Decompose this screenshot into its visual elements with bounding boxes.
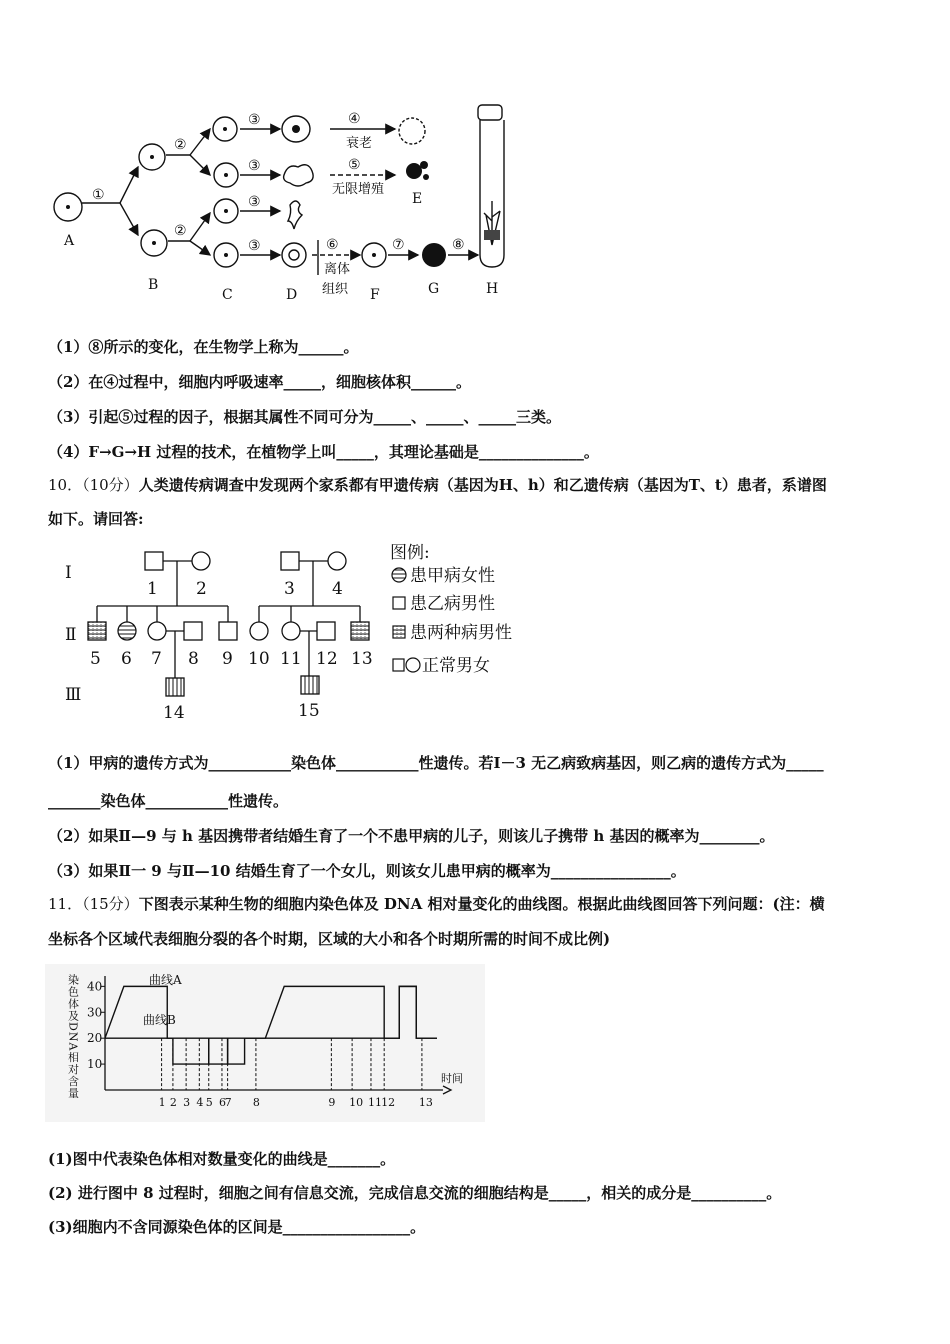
- step-label: ③: [248, 194, 261, 210]
- step-label: ①: [92, 187, 105, 203]
- y-tick-label: 10: [87, 1057, 103, 1072]
- q11-part2: (2) 进行图中 8 过程时，细胞之间有信息交流，完成信息交流的细胞结构是_____，相关的成分是__________。: [48, 1184, 782, 1202]
- question-number: 11．（15分）: [48, 895, 139, 913]
- node-label: H: [486, 281, 499, 297]
- q11-part3: (3)细胞内不含同源染色体的区间是_________________。: [48, 1218, 426, 1236]
- step-label: ⑤: [348, 157, 361, 173]
- legend-item: 患两种病男性: [410, 623, 512, 643]
- individual-label: 12: [316, 649, 338, 669]
- legend-item: 患乙病男性: [410, 594, 495, 614]
- series-label: 曲线A: [149, 973, 182, 987]
- individual-label: 13: [351, 649, 373, 669]
- x-tick-label: 10: [349, 1096, 364, 1109]
- individual-label: 4: [332, 579, 343, 599]
- individual-label: 11: [280, 649, 302, 669]
- node-label: F: [370, 287, 380, 303]
- individual-label: 7: [151, 649, 162, 669]
- step-label: ⑧: [452, 237, 465, 253]
- step-label: ⑥: [326, 237, 339, 253]
- legend-item: 患甲病女性: [410, 566, 495, 586]
- node-label: A: [64, 233, 75, 249]
- x-tick-label: 6: [218, 1096, 226, 1109]
- individual-label: 1: [147, 579, 158, 599]
- q10-part1-cont: _______染色体___________性遗传。: [48, 792, 289, 810]
- step-label: ③: [248, 238, 261, 254]
- x-tick-label: 7: [224, 1096, 232, 1109]
- q10-part2: （2）如果Ⅱ—9 与 h 基因携带者结婚生育了一个不患甲病的儿子，则该儿子携带 h 基因的概率为________。: [48, 827, 775, 845]
- x-tick-label: 3: [183, 1096, 191, 1109]
- individual-label: 5: [90, 649, 101, 669]
- node-label: E: [412, 191, 423, 207]
- series-label: 曲线B: [143, 1013, 176, 1027]
- individual-label: 6: [121, 649, 132, 669]
- step-label: ②: [174, 223, 187, 239]
- x-tick-label: 11: [367, 1096, 382, 1109]
- arrow-label: 组织: [322, 282, 349, 297]
- q9-part4: （4）F→G→H 过程的技术，在植物学上叫_____，其理论基础是______________。: [48, 443, 599, 461]
- x-tick-label: 12: [381, 1096, 396, 1109]
- y-tick-label: 40: [87, 979, 103, 994]
- node-label: D: [286, 287, 298, 303]
- y-tick-label: 30: [87, 1005, 103, 1020]
- q11-stem-text: 下图表示某种生物的细胞内染色体及 DNA 相对量变化的曲线图。根据此曲线图回答下列问题：(注：横: [138, 895, 825, 913]
- step-label: ④: [348, 111, 361, 127]
- x-tick-label: 5: [205, 1096, 213, 1109]
- generation-label: Ⅱ: [65, 625, 77, 645]
- individual-label: 10: [248, 649, 270, 669]
- q11-part1: (1)图中代表染色体相对数量变化的曲线是_______。: [48, 1150, 396, 1168]
- q10-part3: （3）如果Ⅱ一 9 与Ⅱ—10 结婚生育了一个女儿，则该女儿患甲病的概率为________________。: [48, 862, 686, 880]
- q9-part3: （3）引起⑤过程的因子，根据其属性不同可分为_____、_____、_____三类。: [48, 408, 561, 426]
- x-tick-label: 2: [169, 1096, 177, 1109]
- arrow-label: 离体: [324, 262, 351, 277]
- y-axis-label: 染色体及DNA相对含量: [66, 974, 80, 1100]
- y-tick-label: 20: [87, 1031, 103, 1046]
- x-axis-label: 时间: [441, 1072, 463, 1085]
- step-label: ⑦: [392, 237, 405, 253]
- chromosome-dna-chart: [45, 964, 485, 1122]
- step-label: ②: [174, 137, 187, 153]
- x-tick-label: 1: [158, 1096, 166, 1109]
- q10-stem-line2: 如下。请回答:: [48, 510, 144, 528]
- x-tick-label: 8: [252, 1096, 260, 1109]
- q10-stem: [48, 474, 827, 495]
- q10-stem-text: 人类遗传病调查中发现两个家系都有甲遗传病（基因为H、h）和乙遗传病（基因为T、t）患者，系谱图: [138, 476, 827, 494]
- node-label: C: [222, 287, 233, 303]
- individual-label: 15: [298, 701, 320, 721]
- x-tick-label: 13: [418, 1096, 433, 1109]
- individual-label: 8: [188, 649, 199, 669]
- q11-stem-line2: 坐标各个区域代表细胞分裂的各个时期，区域的大小和各个时期所需的时间不成比例): [48, 930, 611, 948]
- q10-part1: （1）甲病的遗传方式为___________染色体___________性遗传。若Ⅰ－3 无乙病致病基因，则乙病的遗传方式为_____: [48, 754, 824, 772]
- individual-label: 9: [222, 649, 233, 669]
- generation-label: Ⅲ: [65, 685, 82, 705]
- question-number: 10．（10分）: [48, 476, 139, 494]
- node-label: B: [148, 277, 159, 293]
- node-label: G: [428, 281, 440, 297]
- q9-part2: （2）在④过程中，细胞内呼吸速率_____，细胞核体积______。: [48, 373, 471, 391]
- cell-differentiation-diagram: [40, 95, 520, 310]
- arrow-label: 无限增殖: [332, 182, 385, 197]
- q11-stem: [48, 893, 825, 914]
- individual-label: 14: [163, 703, 185, 723]
- q9-part1: （1）⑧所示的变化，在生物学上称为______。: [48, 338, 359, 356]
- x-tick-label: 4: [196, 1096, 204, 1109]
- x-tick-label: 9: [328, 1096, 336, 1109]
- generation-label: Ⅰ: [65, 563, 72, 583]
- arrow-label: 衰老: [346, 136, 373, 151]
- step-label: ③: [248, 112, 261, 128]
- pedigree-chart: [55, 540, 535, 725]
- legend-item: 正常男女: [422, 656, 490, 676]
- individual-label: 2: [196, 579, 207, 599]
- legend-title: 图例:: [390, 543, 430, 563]
- individual-label: 3: [284, 579, 295, 599]
- step-label: ③: [248, 158, 261, 174]
